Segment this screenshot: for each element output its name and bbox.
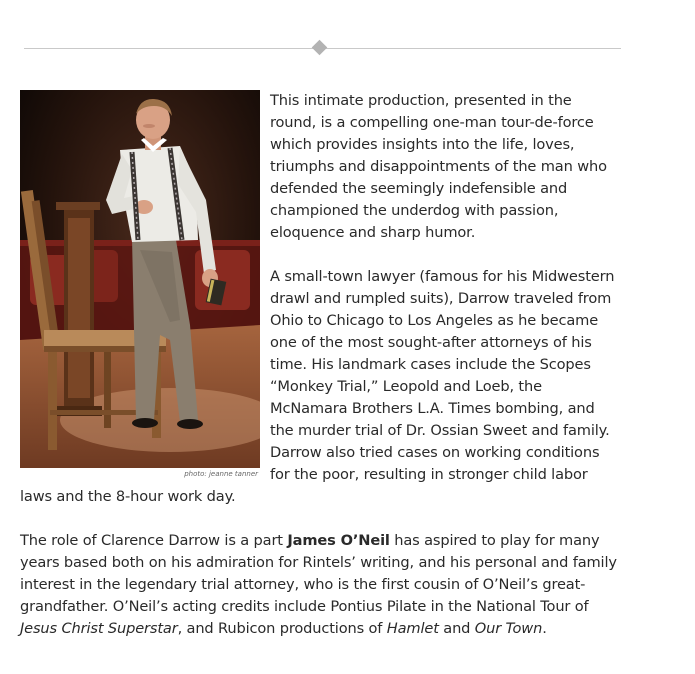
role-paragraph (20, 530, 622, 640)
divider-diamond-ornament (312, 40, 328, 56)
production-photo-figure (20, 90, 260, 482)
production-photo (20, 90, 260, 468)
production-title-hamlet: Hamlet (386, 620, 439, 637)
production-title-our-town: Our Town (474, 620, 543, 637)
career-paragraph: A small-town lawyer (famous for his Midwestern drawl and rumpled suits), Darrow traveled from Ohio to Chicago to Los Angeles as he became one of the most sought-after attorneys of his time. His landmark cases include the Scopes “Monkey Trial,” Leopold and Loeb, the McNamara Brothers L.A. Times bombing, and the murder trial of Dr. Ossian Sweet and family. Darrow also tried cases on working conditions for the poor, resulting in stronger child labor laws and the 8-hour work day. (20, 268, 615, 505)
role-text-3: , and Rubicon productions of (177, 620, 387, 637)
role-text-2: has aspired to play for many years based both on his admiration for Rintels’ writing, and his personal and family interest in the legendary trial attorney, who is the first cousin of O’Neil’s great-grandfather. O’Neil’s acting credits include Pontius Pilate in the National Tour of (20, 532, 617, 615)
production-title-jcs: Jesus Christ Superstar (20, 620, 178, 637)
actor-name: James O’Neil (287, 532, 390, 549)
role-text-5: . (542, 620, 547, 637)
intro-paragraph: This intimate production, presented in the round, is a compelling one-man tour-de-force which provides insights into the life, loves, triumphs and disappointments of the man who defended the seemingly indefensible and championed the underdog with passion, eloquence and sharp humor. (270, 92, 607, 241)
article-body (20, 90, 622, 640)
role-text-1: The role of Clarence Darrow is a part (20, 532, 288, 549)
role-text-4: and (438, 620, 475, 637)
photo-credit: photo: jeanne tanner (184, 470, 258, 478)
